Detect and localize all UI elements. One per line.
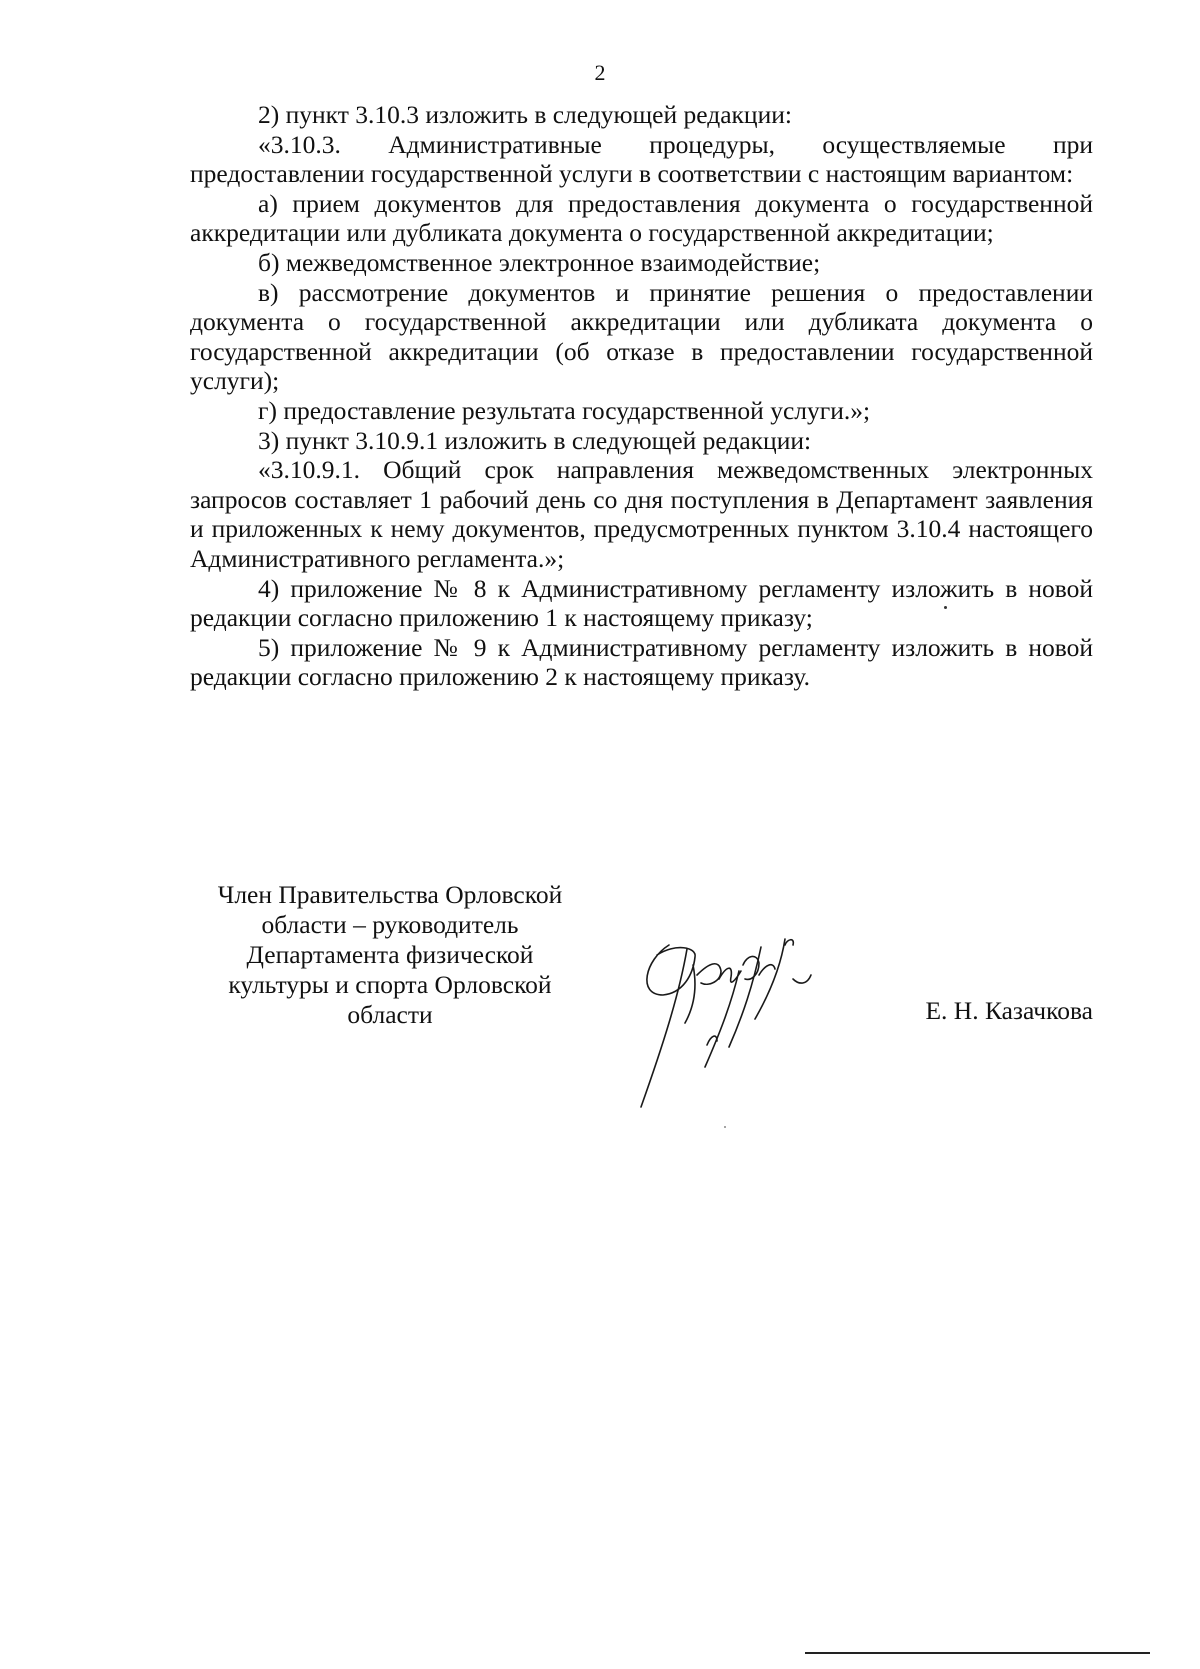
paragraph: 4) приложение № 8 к Административному регламенту изложить в новой редакции согласно приложению 1 к настоящему приказу; [190, 573, 1093, 633]
paragraph: «3.10.3. Административные процедуры, осуществляемые при предоставлении государственной услуги в соответствии с настоящим вариантом: [190, 129, 1093, 189]
signatory-title-line: Департамента физической [246, 940, 534, 969]
signatory-title-line: области – руководитель [261, 910, 519, 939]
signatory-title-line: Член Правительства Орловской [217, 880, 563, 909]
paragraph: 2) пункт 3.10.3 изложить в следующей редакции: [258, 100, 792, 129]
signatory-title-line: области [347, 1000, 433, 1029]
paragraph: а) прием документов для предоставления документа о государственной аккредитации или дубликата документа о государственной аккредитации; [190, 188, 1093, 248]
signatory-title-line: культуры и спорта Орловской [228, 970, 552, 999]
paragraph: в) рассмотрение документов и принятие решения о предоставлении документа о государственной аккредитации или дубликата документа о государственной аккредитации (об отказе в предоставлении государственной услуги); [190, 277, 1093, 396]
handwritten-signature-icon [635, 935, 855, 1110]
paragraph: «3.10.9.1. Общий срок направления межведомственных электронных запросов составляет 1 рабочий день со дня поступления в Департамент заявления и приложенных к нему документов, предусмотренных пунктом 3.10.4 настоящего Административного регламента.»; [190, 455, 1093, 573]
footer-rule [805, 1652, 1150, 1654]
paragraph: 5) приложение № 9 к Административному регламенту изложить в новой редакции согласно приложению 2 к настоящему приказу. [190, 632, 1093, 692]
signatory-title [190, 880, 590, 1030]
paragraph: б) межведомственное электронное взаимодействие; [258, 247, 821, 277]
scan-speck [944, 606, 947, 609]
document-body [190, 100, 1093, 692]
signer-name: Е. Н. Казачкова [925, 996, 1093, 1025]
page-number: 2 [594, 60, 606, 85]
scan-speck [724, 1126, 726, 1128]
paragraph: 3) пункт 3.10.9.1 изложить в следующей редакции: [258, 425, 812, 455]
paragraph: г) предоставление результата государственной услуги.»; [258, 395, 871, 425]
